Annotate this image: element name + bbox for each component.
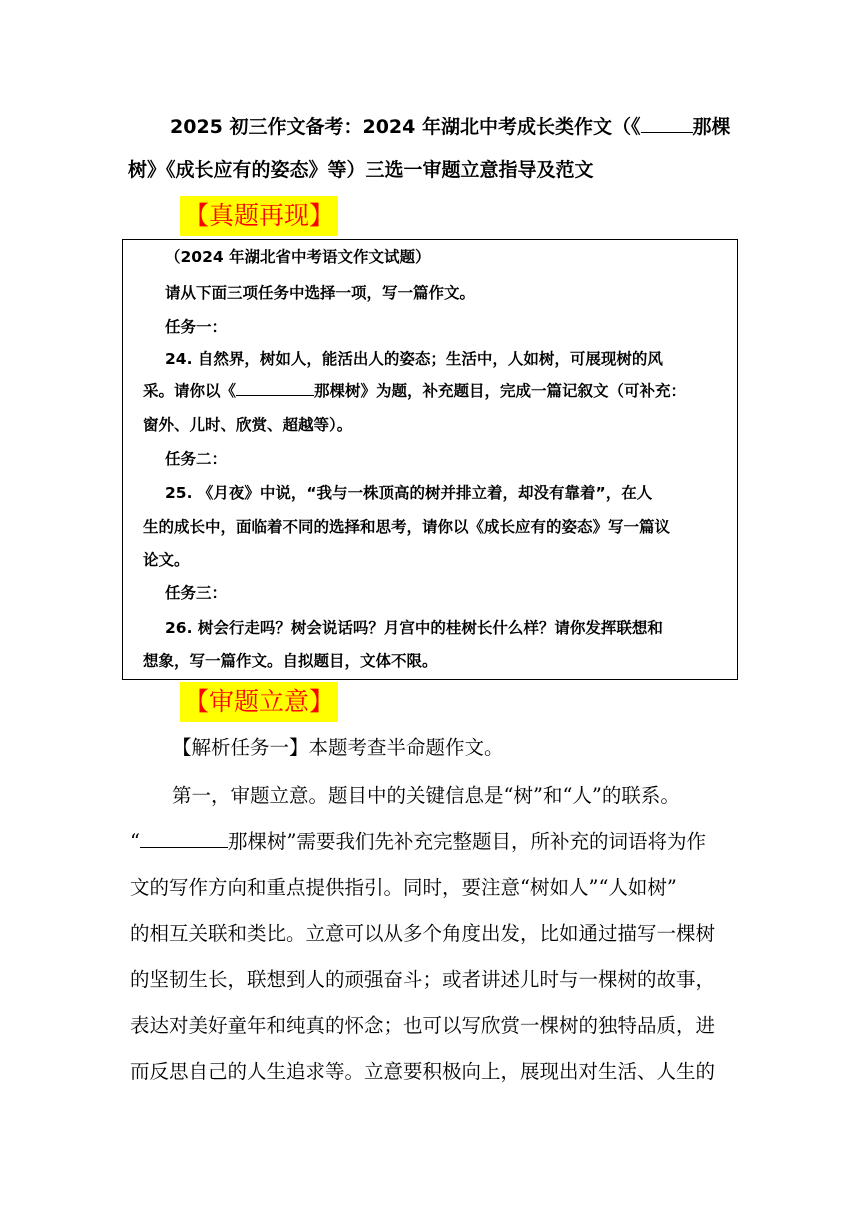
analysis-paragraph-line: 的坚韧生长，联想到人的顽强奋斗；或者讲述儿时与一棵树的故事，	[130, 968, 716, 991]
analysis-paragraph-line	[130, 832, 706, 852]
task2-label: 任务二：	[165, 450, 228, 468]
task3-label: 任务三：	[165, 584, 228, 602]
task1-line2-a: 采。请你以《	[143, 382, 237, 400]
analysis-paragraph-line: 表达对美好童年和纯真的怀念；也可以写欣赏一棵树的独特品质，进	[130, 1014, 716, 1037]
task1-label: 任务一：	[165, 318, 228, 336]
task3-line2: 想象，写一篇作文。自拟题目，文体不限。	[143, 652, 438, 670]
task1-line1: 24. 自然界，树如人，能活出人的姿态；生活中，人如树，可展现树的风	[165, 350, 663, 368]
analysis-blank	[140, 847, 228, 848]
analysis-paragraph-line: 而反思自己的人生追求等。立意要积极向上，展现出对生活、人生的	[130, 1060, 716, 1083]
analysis-heading: 【解析任务一】本题考查半命题作文。	[172, 736, 504, 759]
doc-title-line1	[170, 118, 750, 137]
task2-line1: 25. 《月夜》中说，“我与一株顶高的树并排立着，却没有靠着”，在人	[165, 484, 653, 502]
analysis-paragraph-line: 第一，审题立意。题目中的关键信息是“树”和“人”的联系。	[172, 784, 680, 807]
box-instruction: 请从下面三项任务中选择一项，写一篇作文。	[165, 284, 476, 302]
task2-line3: 论文。	[143, 551, 190, 569]
doc-title-line2: 树》《成长应有的姿态》等）三选一审题立意指导及范文	[128, 159, 594, 181]
task2-line2: 生的成长中，面临着不同的选择和思考，请你以《成长应有的姿态》写一篇议	[143, 518, 671, 536]
section-heading-real-exam: 【真题再现】	[180, 196, 338, 236]
analysis-paragraph-line: 文的写作方向和重点提供指引。同时，要注意“树如人”“人如树”	[130, 876, 677, 899]
task3-line1: 26. 树会行走吗？树会说话吗？月宫中的桂树长什么样？请你发挥联想和	[165, 619, 663, 637]
title-blank	[641, 132, 693, 133]
title-text-a: 2025 初三作文备考：2024 年湖北中考成长类作文（《	[170, 116, 641, 138]
p2-rest: 那棵树”需要我们先补充完整题目，所补充的词语将为作	[227, 830, 706, 853]
title-text-b: 那棵	[692, 116, 731, 138]
task1-blank	[236, 395, 314, 396]
task1-line2-b: 那棵树》为题，补充题目，完成一篇记叙文（可补充：	[314, 382, 687, 400]
box-source: （2024 年湖北省中考语文作文试题）	[165, 248, 431, 266]
analysis-paragraph-line: 的相互关联和类比。立意可以从多个角度出发，比如通过描写一棵树	[130, 922, 716, 945]
task1-line2	[143, 384, 729, 400]
task1-line3: 窗外、儿时、欣赏、超越等）。	[143, 416, 353, 434]
exam-question-box	[122, 239, 738, 680]
section-heading-analysis: 【审题立意】	[180, 682, 338, 722]
p2-open-quote: “	[130, 830, 140, 853]
